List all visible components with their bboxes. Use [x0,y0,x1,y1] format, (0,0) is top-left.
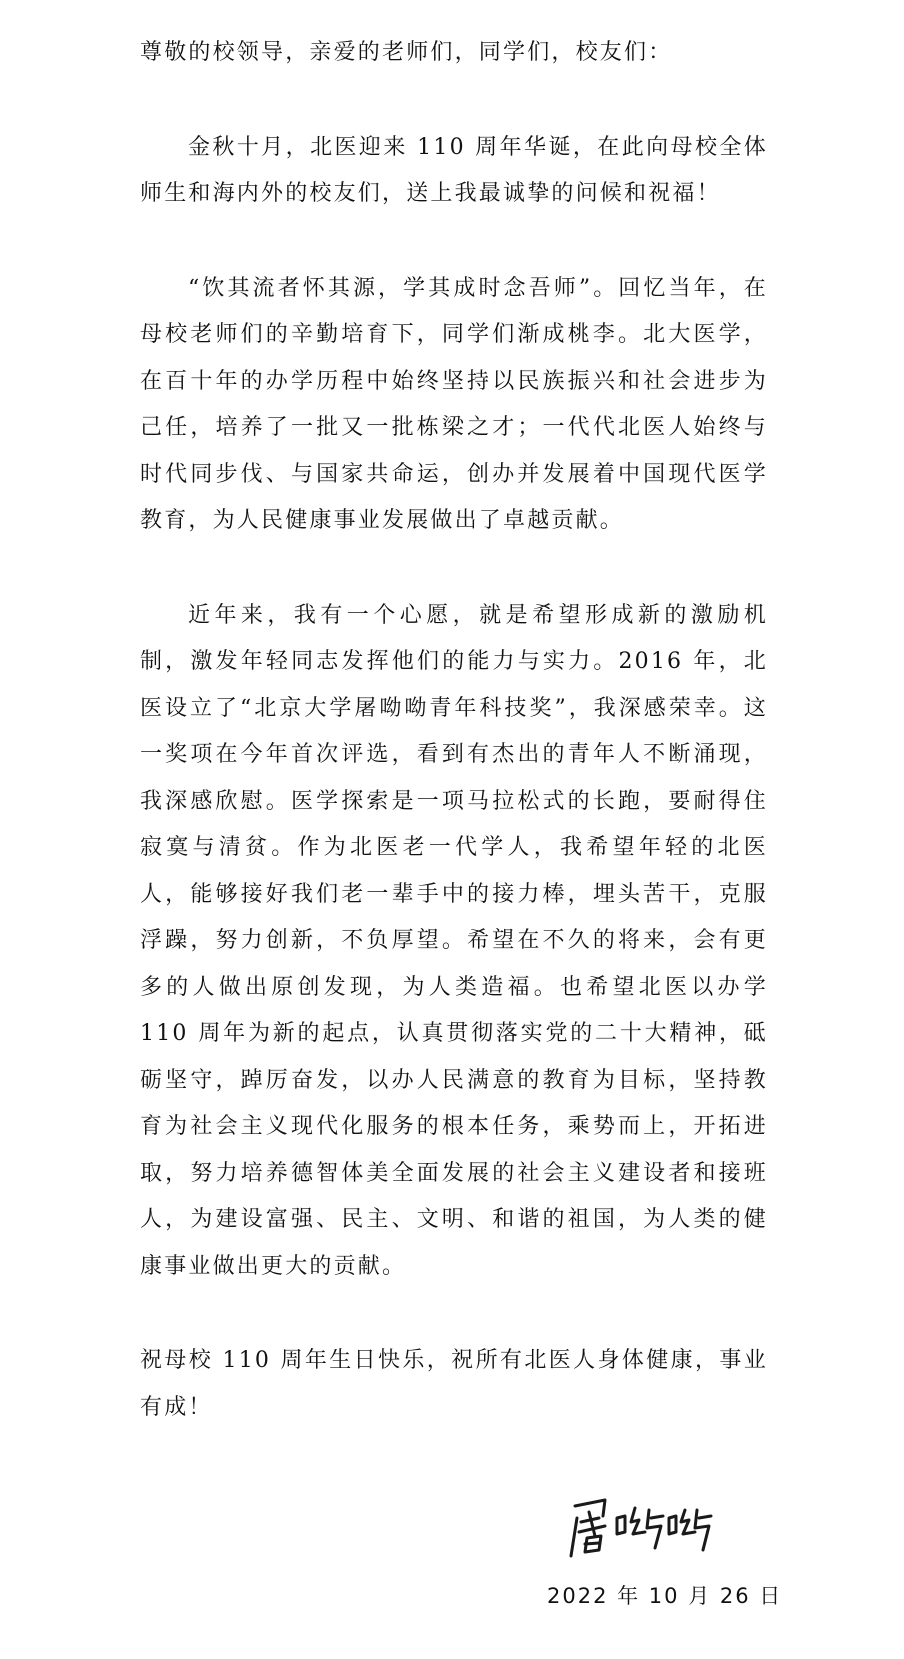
paragraph-anniversary: 金秋十月，北医迎来 110 周年华诞，在此向母校全体师生和海内外的校友们，送上我最诚挚的问候和祝福！ [140,134,768,206]
closing-blessing: 祝母校 110 周年生日快乐，祝所有北医人身体健康，事业有成！ [140,1348,768,1420]
paragraph-gratitude: “饮其流者怀其源，学其成时念吾师”。回忆当年，在母校老师们的辛勤培育下，同学们渐成桃李。北大医学，在百十年的办学历程中始终坚持以民族振兴和社会进步为己任，培养了一批又一批栋梁之才；一代代北医人始终与时代同步伐、与国家共命运，创办并发展着中国现代医学教育，为人民健康事业发展做出了卓越贡献。 [140,275,768,533]
letter-body [140,30,768,1431]
paragraph-wishes: 近年来，我有一个心愿，就是希望形成新的激励机制，激发年轻同志发挥他们的能力与实力。2016 年，北医设立了“北京大学屠呦呦青年科技奖”，我深感荣幸。这一奖项在今年首次评选，看到有杰出的青年人不断涌现，我深感欣慰。医学探索是一项马拉松式的长跑，要耐得住寂寞与清贫。作为北医老一代学人，我希望年轻的北医人，能够接好我们老一辈手中的接力棒，埋头苦干，克服浮躁，努力创新，不负厚望。希望在不久的将来，会有更多的人做出原创发现，为人类造福。也希望北医以办学 110 周年为新的起点，认真贯彻落实党的二十大精神，砥砺坚守，踔厉奋发，以办人民满意的教育为目标，坚持教育为社会主义现代化服务的根本任务，乘势而上，开拓进取，努力培养德智体美全面发展的社会主义建设者和接班人，为建设富强、民主、文明、和谐的祖国，为人类的健康事业做出更大的贡献。 [140,602,768,1279]
handwritten-signature [565,1488,715,1568]
letter-date: 2022 年 10 月 26 日 [547,1584,783,1608]
greeting: 尊敬的校领导，亲爱的老师们，同学们，校友们： [140,40,673,65]
